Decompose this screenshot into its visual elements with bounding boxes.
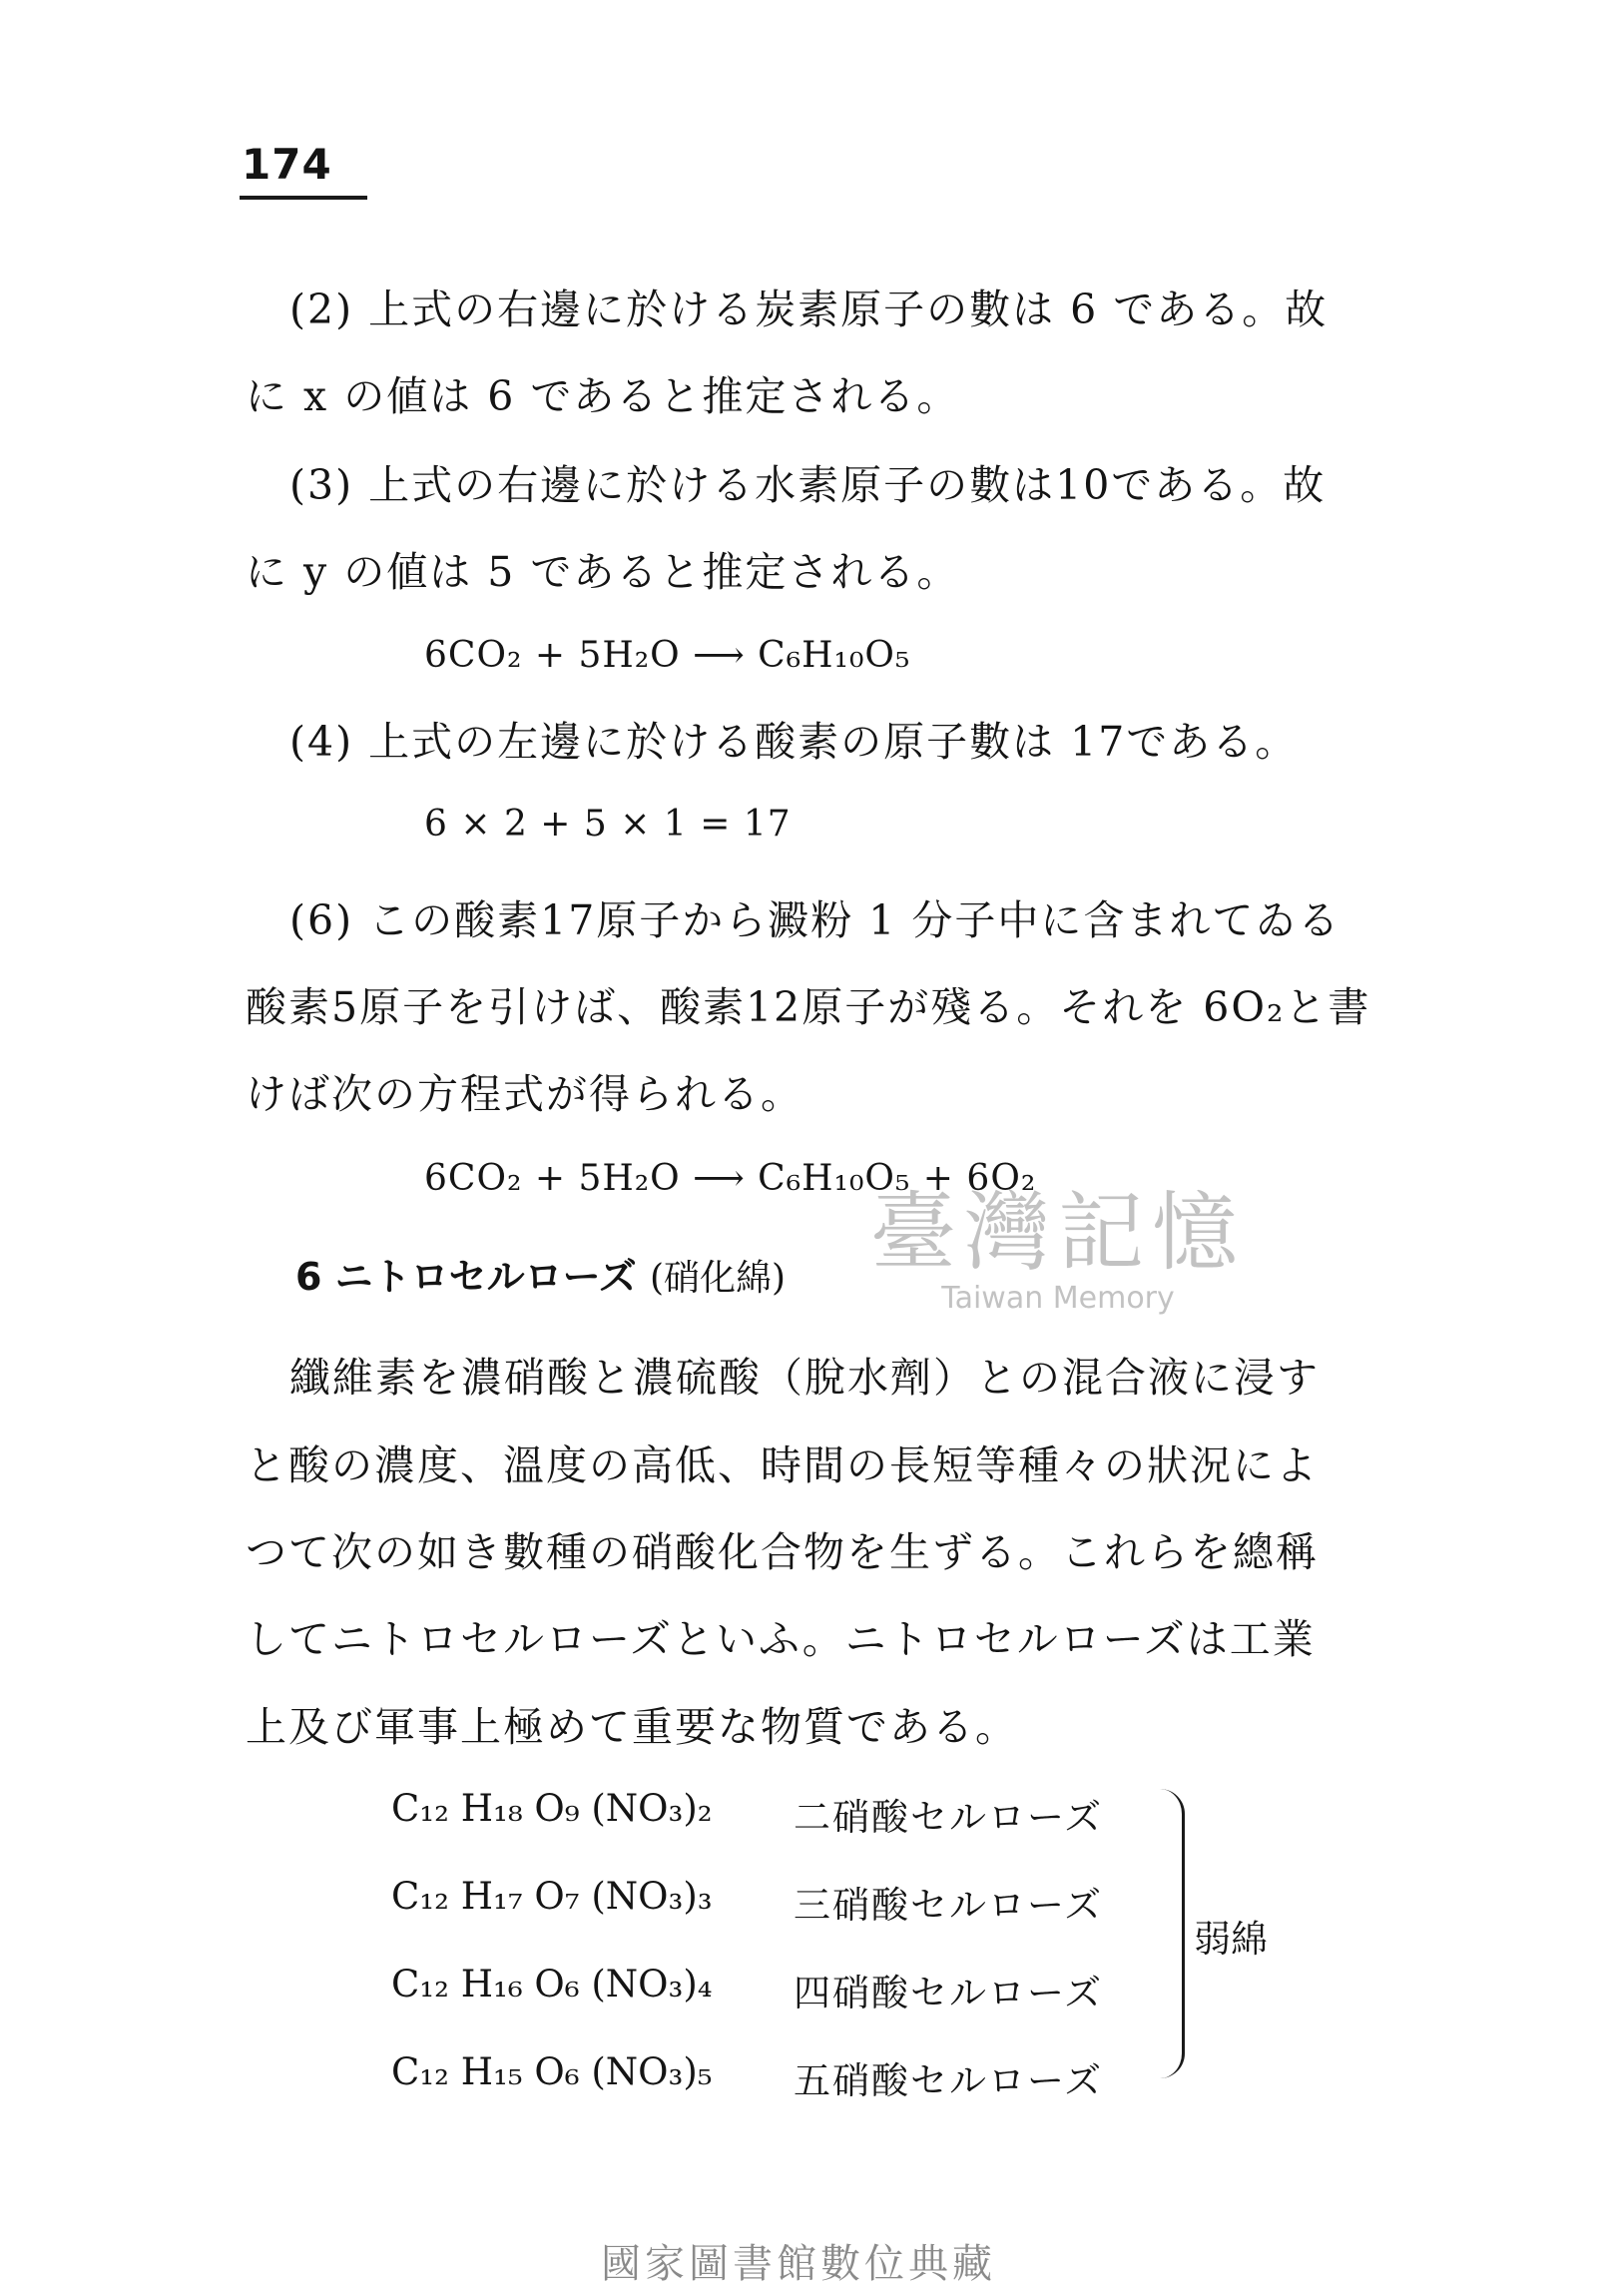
compound-name: 二硝酸セルローズ [794,1796,1104,1839]
text-line: (3) 上式の右邊に於ける水素原子の數は10である。故 [289,461,1327,509]
grouping-brace [1160,1789,1185,2078]
compound-name: 四硝酸セルローズ [794,1972,1104,2014]
paragraph-line: 上及び軍事上極めて重要な物質である。 [246,1703,1018,1751]
text-line: に x の値は 6 であると推定される。 [246,372,960,420]
compound-formula: C₁₂ H₁₆ O₆ (NO₃)₄ [391,1963,713,2006]
text-line: けば次の方程式が得られる。 [246,1070,803,1118]
watermark [798,1163,1318,1316]
section-heading [295,1246,786,1301]
text-line: 酸素5原子を引けば、酸素12原子が殘る。それを 6O₂と書 [246,983,1371,1031]
paragraph-line: と酸の濃度、溫度の高低、時間の長短等種々の狀況によ [246,1441,1319,1489]
text-line: (2) 上式の右邊に於ける炭素原子の數は 6 である。故 [289,286,1329,333]
section-title: 6 ニトロセルローズ [295,1255,637,1299]
compound-formula: C₁₂ H₁₇ O₇ (NO₃)₃ [391,1875,713,1918]
brace-label: 弱綿 [1194,1918,1268,1961]
compound-name: 五硝酸セルローズ [794,2059,1104,2102]
page-number: 174 [242,140,332,189]
compound-name: 三硝酸セルローズ [794,1884,1104,1927]
section-title-note: (硝化綿) [650,1258,787,1299]
page-number-underline [240,196,367,200]
compound-formula: C₁₂ H₁₅ O₆ (NO₃)₅ [391,2050,713,2093]
paragraph-line: つて次の如き數種の硝酸化合物を生ずる。これらを總稱 [246,1528,1319,1576]
text-line: に y の値は 5 であると推定される。 [246,548,960,596]
paragraph-line: してニトロセルローズといふ。ニトロセルローズは工業 [246,1615,1316,1663]
paragraph-line: 纖維素を濃硝酸と濃硫酸（脫水劑）との混合液に浸す [289,1354,1320,1402]
equation-3: 6CO₂ + 5H₂O ⟶ C₆H₁₀O₅ + 6O₂ [424,1158,1037,1199]
watermark-english: Taiwan Memory [941,1281,1175,1316]
watermark-chinese: 臺灣記憶 [870,1183,1246,1283]
footer-collection: 國家圖書館數位典藏 [601,2241,996,2287]
text-line: (4) 上式の左邊に於ける酸素の原子數は 17である。 [289,718,1299,766]
equation-2: 6 × 2 + 5 × 1 = 17 [424,804,792,845]
compound-formula: C₁₂ H₁₈ O₉ (NO₃)₂ [391,1787,713,1830]
equation-1: 6CO₂ + 5H₂O ⟶ C₆H₁₀O₅ [424,635,911,676]
text-line: (6) この酸素17原子から澱粉 1 分子中に含まれてゐる [289,896,1341,944]
